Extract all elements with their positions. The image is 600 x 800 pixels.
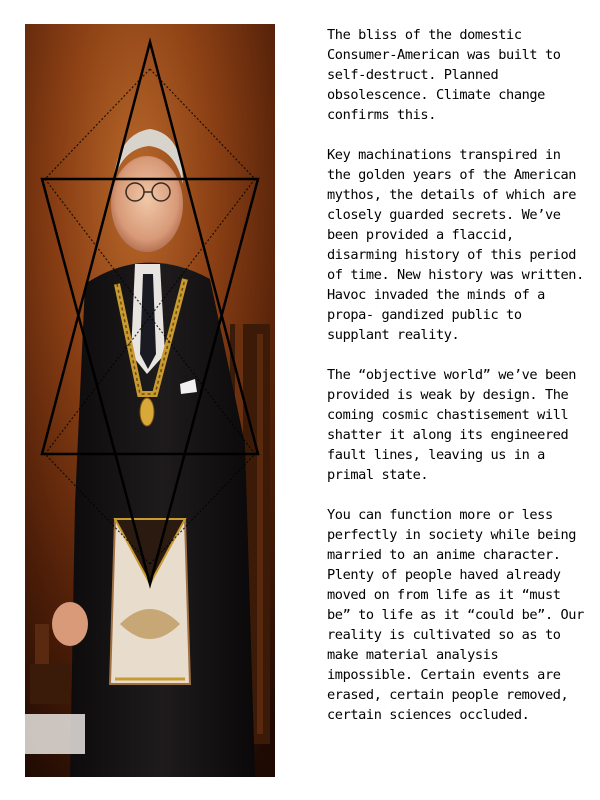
essay-text <box>327 25 589 725</box>
paragraph-3: The “objective world” we’ve been provided is weak by design. The coming cosmic chastisement will shatter it along its engineered fault lines, leaving us in a primal state. <box>327 367 577 483</box>
paragraph-1: The bliss of the domestic Consumer-American was built to self-destruct. Planned obsolescence. Climate change confirms this. <box>327 27 561 123</box>
portrait-image <box>25 24 275 777</box>
paragraph-4: You can function more or less perfectly in society while being married to an anime character. Plenty of people haved already moved on from life as it “must be” to life as it “could be”. Our reality is cultivated so as to make material analysis impossible. Certain events are erased, certain people removed, certain sciences occluded. <box>327 507 584 723</box>
paragraph-2: Key machinations transpired in the golden years of the American mythos, the details of which are closely guarded secrets. We’ve been provided a flaccid, disarming history of this period of time. New history was written. Havoc invaded the minds of a propa- gandized public to supplant reality. <box>327 147 584 343</box>
